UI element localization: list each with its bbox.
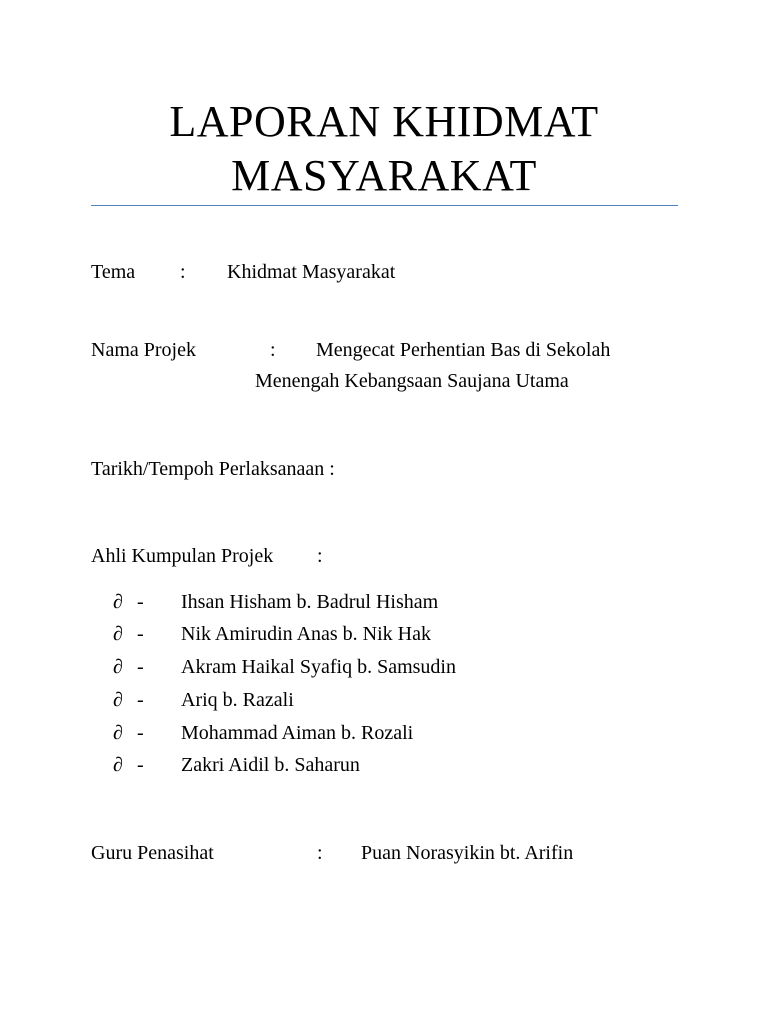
member-name: Ariq b. Razali [181, 689, 294, 711]
document-title [0, 95, 768, 203]
bullet-dash: - [137, 722, 144, 744]
project-name-label: Nama Projek [91, 339, 196, 361]
theme-label: Tema [91, 261, 136, 283]
bullet-dash: - [137, 623, 144, 645]
advisor-colon: : [317, 842, 323, 864]
date-label: Tarikh/Tempoh Perlaksanaan : [91, 458, 335, 480]
project-name-value-line-2: Menengah Kebangsaan Saujana Utama [255, 370, 569, 392]
theme-colon: : [180, 261, 186, 283]
title-underline [91, 205, 678, 206]
member-name: Akram Haikal Syafiq b. Samsudin [181, 656, 456, 678]
member-name: Ihsan Hisham b. Badrul Hisham [181, 591, 439, 613]
title-line-2: MASYARAKAT [231, 151, 537, 200]
bullet-dash: - [137, 656, 144, 678]
title-line-1: LAPORAN KHIDMAT [169, 97, 599, 146]
member-name: Mohammad Aiman b. Rozali [181, 722, 414, 744]
members-label: Ahli Kumpulan Projek [91, 545, 274, 567]
bullet-symbol: ∂ [113, 591, 123, 613]
bullet-symbol: ∂ [113, 722, 123, 744]
bullet-symbol: ∂ [113, 754, 123, 776]
members-colon: : [317, 545, 323, 567]
advisor-label: Guru Penasihat [91, 842, 214, 864]
advisor-value: Puan Norasyikin bt. Arifin [361, 842, 574, 864]
bullet-dash: - [137, 754, 144, 776]
bullet-dash: - [137, 689, 144, 711]
member-name: Nik Amirudin Anas b. Nik Hak [181, 623, 431, 645]
project-name-colon: : [270, 339, 276, 361]
member-name: Zakri Aidil b. Saharun [181, 754, 360, 776]
bullet-symbol: ∂ [113, 656, 123, 678]
bullet-dash: - [137, 591, 144, 613]
bullet-symbol: ∂ [113, 623, 123, 645]
bullet-symbol: ∂ [113, 689, 123, 711]
project-name-value-line-1: Mengecat Perhentian Bas di Sekolah [316, 339, 611, 361]
theme-value: Khidmat Masyarakat [227, 261, 396, 283]
